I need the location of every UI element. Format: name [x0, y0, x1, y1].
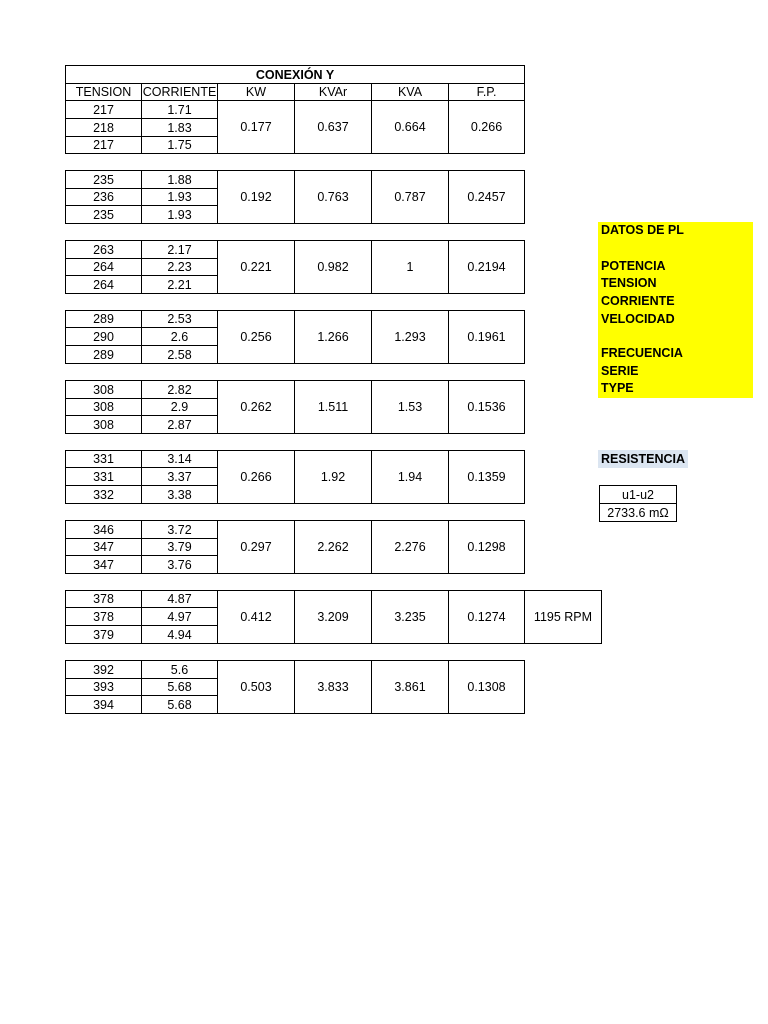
resistencia-header: u1-u2: [600, 486, 677, 504]
corriente-cell: 1.75: [142, 137, 218, 154]
tension-cell: 236: [66, 189, 142, 206]
measurement-group: [65, 520, 525, 574]
corriente-cell: 4.94: [142, 626, 218, 644]
kw-cell: 0.412: [218, 591, 295, 644]
kva-cell: 3.235: [372, 591, 449, 644]
corriente-cell: 5.68: [142, 696, 218, 714]
kw-cell: 0.266: [218, 451, 295, 504]
tension-cell: 308: [66, 416, 142, 434]
corriente-cell: 1.93: [142, 189, 218, 206]
column-header-corriente: CORRIENTE: [142, 85, 217, 99]
corriente-cell: 2.6: [142, 328, 218, 346]
kvar-cell: 2.262: [295, 521, 372, 574]
kvar-cell: 3.209: [295, 591, 372, 644]
tension-cell: 392: [66, 661, 142, 679]
datos-pl-panel: [598, 222, 753, 398]
corriente-cell: 1.71: [142, 101, 218, 119]
kw-cell: 0.297: [218, 521, 295, 574]
fp-cell: 0.1274: [449, 591, 525, 644]
fp-cell: 0.1961: [449, 311, 525, 364]
corriente-cell: 5.68: [142, 679, 218, 696]
tension-cell: 289: [66, 346, 142, 364]
fp-cell: 0.1359: [449, 451, 525, 504]
corriente-cell: 3.38: [142, 486, 218, 504]
corriente-cell: 2.53: [142, 311, 218, 328]
tension-cell: 308: [66, 381, 142, 399]
tension-cell: 331: [66, 451, 142, 468]
datos-pl-title: DATOS DE PL: [601, 223, 684, 237]
corriente-cell: 3.79: [142, 539, 218, 556]
corriente-cell: 2.82: [142, 381, 218, 399]
column-header-kva: KVA: [372, 84, 449, 101]
datos-pl-item-frecuencia: FRECUENCIA: [601, 346, 683, 360]
corriente-cell: 3.76: [142, 556, 218, 574]
tension-cell: 308: [66, 399, 142, 416]
tension-cell: 378: [66, 591, 142, 608]
corriente-cell: 3.72: [142, 521, 218, 539]
tension-cell: 235: [66, 171, 142, 189]
corriente-cell: 2.23: [142, 259, 218, 276]
fp-cell: 0.2194: [449, 241, 525, 294]
measurement-group: [65, 240, 525, 294]
tension-cell: 217: [66, 101, 142, 119]
corriente-cell: 1.88: [142, 171, 218, 189]
fp-cell: 0.266: [449, 101, 525, 154]
corriente-cell: 5.6: [142, 661, 218, 679]
corriente-cell: 1.83: [142, 119, 218, 137]
corriente-cell: 1.93: [142, 206, 218, 224]
tension-cell: 264: [66, 276, 142, 294]
column-header-kvar: KVAr: [295, 84, 372, 101]
fp-cell: 0.1308: [449, 661, 525, 714]
column-header-fp: F.P.: [449, 84, 525, 101]
corriente-cell: 2.21: [142, 276, 218, 294]
tension-cell: 331: [66, 468, 142, 486]
kw-cell: 0.256: [218, 311, 295, 364]
corriente-cell: 3.14: [142, 451, 218, 468]
resistencia-value: 2733.6 mΩ: [600, 504, 677, 522]
kw-cell: 0.177: [218, 101, 295, 154]
kw-cell: 0.262: [218, 381, 295, 434]
kvar-cell: 0.637: [295, 101, 372, 154]
tension-cell: 264: [66, 259, 142, 276]
fp-cell: 0.1298: [449, 521, 525, 574]
tension-cell: 263: [66, 241, 142, 259]
measurement-group: [65, 170, 525, 224]
tension-cell: 394: [66, 696, 142, 714]
kvar-cell: 1.511: [295, 381, 372, 434]
measurement-group: [65, 590, 602, 644]
kva-cell: 1: [372, 241, 449, 294]
tension-cell: 379: [66, 626, 142, 644]
tension-cell: 217: [66, 137, 142, 154]
kvar-cell: 1.92: [295, 451, 372, 504]
tension-cell: 378: [66, 608, 142, 626]
kw-cell: 0.221: [218, 241, 295, 294]
datos-pl-item-type: TYPE: [601, 381, 634, 395]
corriente-cell: 3.37: [142, 468, 218, 486]
corriente-cell: 2.87: [142, 416, 218, 434]
measurement-group: [65, 660, 525, 714]
corriente-cell: 2.17: [142, 241, 218, 259]
kvar-cell: 0.982: [295, 241, 372, 294]
kvar-cell: 3.833: [295, 661, 372, 714]
kva-cell: 3.861: [372, 661, 449, 714]
kw-cell: 0.503: [218, 661, 295, 714]
kva-cell: 1.53: [372, 381, 449, 434]
datos-pl-item-serie: SERIE: [601, 364, 639, 378]
measurement-group: [65, 450, 525, 504]
kva-cell: 1.293: [372, 311, 449, 364]
fp-cell: 0.1536: [449, 381, 525, 434]
fp-cell: 0.2457: [449, 171, 525, 224]
data-table-header: [65, 65, 525, 154]
kw-cell: 0.192: [218, 171, 295, 224]
kva-cell: 0.664: [372, 101, 449, 154]
kva-cell: 1.94: [372, 451, 449, 504]
column-header-kw: KW: [218, 84, 295, 101]
kva-cell: 0.787: [372, 171, 449, 224]
resistencia-label: RESISTENCIA: [598, 450, 688, 468]
datos-pl-item-corriente: CORRIENTE: [601, 294, 675, 308]
kvar-cell: 0.763: [295, 171, 372, 224]
tension-cell: 290: [66, 328, 142, 346]
tension-cell: 235: [66, 206, 142, 224]
resistencia-table: [599, 485, 677, 522]
tension-cell: 289: [66, 311, 142, 328]
tension-cell: 347: [66, 556, 142, 574]
corriente-cell: 2.58: [142, 346, 218, 364]
tension-cell: 346: [66, 521, 142, 539]
table-title: CONEXIÓN Y: [66, 66, 525, 84]
corriente-cell: 4.97: [142, 608, 218, 626]
corriente-cell: 4.87: [142, 591, 218, 608]
corriente-cell: 2.9: [142, 399, 218, 416]
kvar-cell: 1.266: [295, 311, 372, 364]
tension-cell: 393: [66, 679, 142, 696]
measurement-group: [65, 310, 525, 364]
kva-cell: 2.276: [372, 521, 449, 574]
measurement-group: [65, 380, 525, 434]
column-header-tension: TENSION: [66, 84, 142, 101]
rpm-cell: 1195 RPM: [525, 591, 602, 644]
tension-cell: 218: [66, 119, 142, 137]
tension-cell: 332: [66, 486, 142, 504]
tension-cell: 347: [66, 539, 142, 556]
datos-pl-item-tension: TENSION: [601, 276, 657, 290]
datos-pl-item-potencia: POTENCIA: [601, 259, 666, 273]
datos-pl-item-velocidad: VELOCIDAD: [601, 312, 675, 326]
